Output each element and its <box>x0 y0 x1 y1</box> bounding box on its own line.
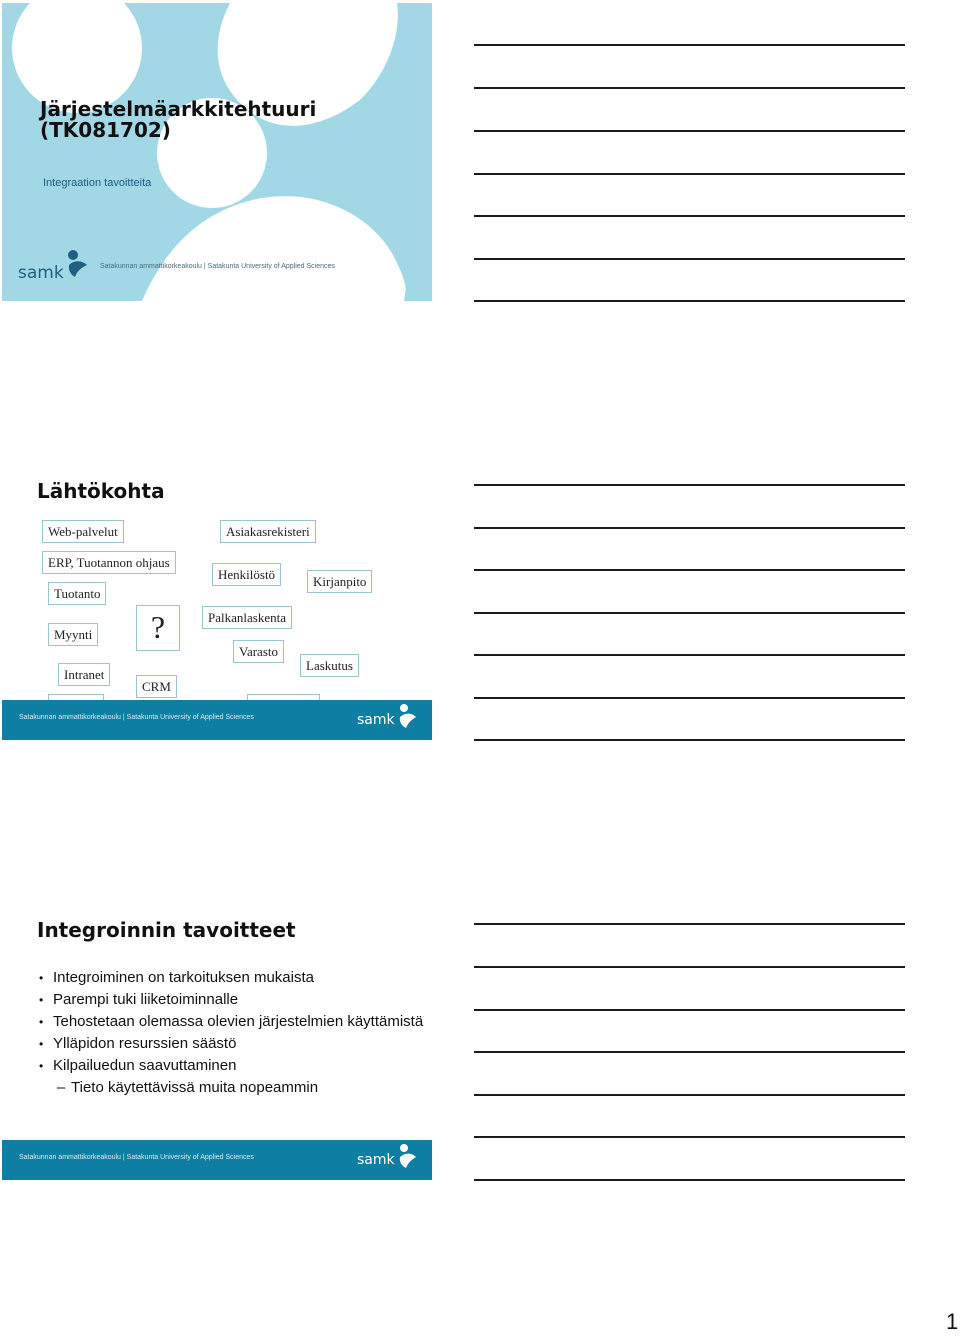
note-line <box>474 569 905 571</box>
samk-logo <box>357 1152 395 1168</box>
note-line <box>474 612 905 614</box>
slide-footer: Satakunnan ammattikorkeakoulu | Satakunta University of Applied Sciences <box>100 263 335 270</box>
slide-footer: Satakunnan ammattikorkeakoulu | Satakunta University of Applied Sciences <box>19 1154 254 1161</box>
slide-title: Lähtökohta <box>37 479 165 503</box>
lahtokohta-slide <box>2 443 432 740</box>
presentation-title: Järjestelmäarkkitehtuuri (TK081702) <box>40 97 317 142</box>
box-web-palvelut: Web-palvelut <box>42 520 124 543</box>
samk-logo-mark <box>65 249 91 281</box>
note-line <box>474 258 905 260</box>
page-number: 1 <box>946 1309 959 1334</box>
samk-logo-mark <box>397 1143 419 1171</box>
note-line <box>474 739 905 741</box>
note-line <box>474 1136 905 1138</box>
box-myynti: Myynti <box>48 623 98 646</box>
samk-logo-text: samk <box>357 1152 395 1168</box>
note-line <box>474 527 905 529</box>
box-tuotanto: Tuotanto <box>48 582 106 605</box>
slide-footer: Satakunnan ammattikorkeakoulu | Satakunta University of Applied Sciences <box>19 714 254 721</box>
note-line <box>474 697 905 699</box>
bullet-item: • Parempi tuki liiketoiminnalle <box>37 991 427 1010</box>
bullet-item: • Integroiminen on tarkoituksen mukaista <box>37 969 427 988</box>
note-line <box>474 300 905 302</box>
samk-logo <box>18 263 64 283</box>
note-line <box>474 1094 905 1096</box>
samk-logo-text: samk <box>18 263 64 283</box>
note-line <box>474 173 905 175</box>
samk-logo-text: samk <box>357 712 395 728</box>
note-line <box>474 87 905 89</box>
tavoitteet-slide <box>2 881 432 1180</box>
box-laskutus: Laskutus <box>300 654 359 677</box>
box-henkilosto: Henkilöstö <box>212 563 281 586</box>
presentation-subtitle: Integraation tavoitteita <box>43 177 152 189</box>
note-line <box>474 44 905 46</box>
footer-bar <box>2 700 432 740</box>
bullet-item: • Ylläpidon resurssien säästö <box>37 1035 427 1054</box>
box-kirjanpito: Kirjanpito <box>307 570 372 593</box>
note-line <box>474 484 905 486</box>
samk-logo-mark <box>397 703 419 731</box>
question-mark: ? <box>136 605 180 651</box>
title-slide <box>2 3 432 301</box>
box-erp: ERP, Tuotannon ohjaus <box>42 551 176 574</box>
box-palkanlaskenta: Palkanlaskenta <box>202 606 292 629</box>
note-line <box>474 215 905 217</box>
slide-title: Integroinnin tavoitteet <box>37 918 296 942</box>
note-line <box>474 966 905 968</box>
box-varasto: Varasto <box>233 640 284 663</box>
sub-bullet-item: – Tieto käytettävissä muita nopeammin <box>37 1079 427 1098</box>
bullet-item: • Tehostetaan olemassa olevien järjestelmien käyttämistä <box>37 1013 427 1032</box>
note-line <box>474 130 905 132</box>
note-line <box>474 1009 905 1011</box>
bullet-list <box>37 969 427 1101</box>
bullet-item: • Kilpailuedun saavuttaminen <box>37 1057 427 1076</box>
note-line <box>474 1051 905 1053</box>
box-crm: CRM <box>136 675 177 698</box>
footer-bar <box>2 1140 432 1180</box>
note-line <box>474 654 905 656</box>
box-intranet: Intranet <box>58 663 110 686</box>
box-asiakasrekisteri: Asiakasrekisteri <box>220 520 316 543</box>
samk-logo <box>357 712 395 728</box>
note-line <box>474 923 905 925</box>
note-line <box>474 1179 905 1181</box>
